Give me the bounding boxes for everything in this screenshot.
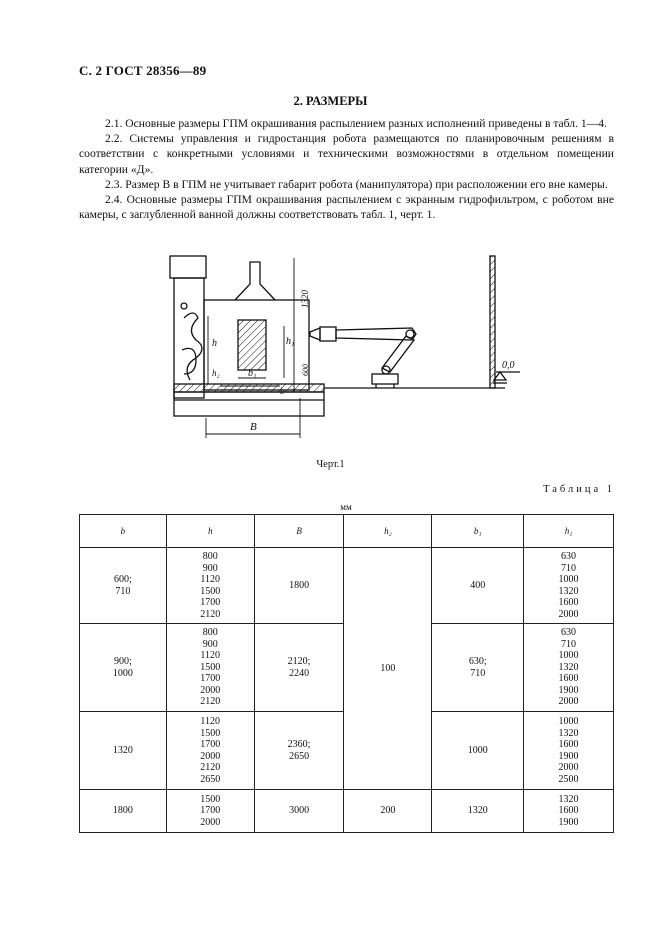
body-text	[79, 116, 614, 222]
header-b: b	[80, 515, 167, 548]
cell-b1: 1000	[432, 712, 524, 790]
cell-b: 1800	[80, 790, 167, 833]
cell-b: 1320	[80, 712, 167, 790]
header-h1: h₁	[524, 515, 614, 548]
cell-h1: 630 710 1000 1320 1600 1900 2000	[524, 624, 614, 712]
cell-h: 1500 1700 2000	[166, 790, 254, 833]
cell-h: 800 900 1120 1500 1700 2120	[166, 548, 254, 624]
cell-h2-merged: 100	[344, 548, 432, 790]
base-bath	[174, 384, 324, 416]
label-level: 0,0	[502, 360, 515, 371]
table-header-row	[80, 515, 614, 548]
paragraph-2-1: 2.1. Основные размеры ГПМ окрашивания распылением разных исполнений приведены в табл. 1—4.	[105, 117, 607, 130]
paragraph-2-2: 2.2. Системы управления и гидростанция робота размещаются по планировочным решениям в соответствии с конкретными условиями и техническими возможностями в отдельном помещении категории «Д».	[79, 132, 614, 176]
cell-h1: 1000 1320 1600 1900 2000 2500	[524, 712, 614, 790]
cell-b1: 630; 710	[432, 624, 524, 712]
cell-h1: 630 710 1000 1320 1600 2000	[524, 548, 614, 624]
floor-and-wall	[324, 256, 520, 388]
cell-h2: 200	[344, 790, 432, 833]
table-unit: мм	[340, 502, 352, 512]
cell-B: 2120; 2240	[254, 624, 344, 712]
page-header: С. 2 ГОСТ 28356—89	[79, 63, 207, 78]
cell-b: 900; 1000	[80, 624, 167, 712]
label-1320: 1320	[300, 290, 310, 308]
header-b1: b₁	[432, 515, 524, 548]
header-B: B	[254, 515, 344, 548]
table-caption: Таблица 1	[543, 484, 615, 495]
paragraph-2-4: 2.4. Основные размеры ГПМ окрашивания распылением с экранным гидрофильтром, с роботом вне камеры, с заглубленной ванной должны соответствовать табл. 1, черт. 1.	[79, 193, 614, 222]
cell-h: 800 900 1120 1500 1700 2000 2120	[166, 624, 254, 712]
section-title: 2. РАЗМЕРЫ	[293, 94, 368, 108]
dimensions-table	[79, 514, 614, 833]
label-b: b	[280, 386, 285, 396]
header-h2: h₂	[344, 515, 432, 548]
label-h1: h₁	[286, 336, 295, 347]
booth-outline	[170, 256, 309, 398]
cell-h: 1120 1500 1700 2000 2120 2650	[166, 712, 254, 790]
cell-B: 2360; 2650	[254, 712, 344, 790]
table-row	[80, 790, 614, 833]
label-h: h	[212, 338, 217, 349]
label-b1: b₁	[248, 368, 257, 379]
cell-b: 600; 710	[80, 548, 167, 624]
label-600: 600	[301, 364, 310, 376]
drawing-figure-1	[160, 248, 520, 448]
cell-B: 3000	[254, 790, 344, 833]
header-h: h	[166, 515, 254, 548]
cell-h1: 1320 1600 1900	[524, 790, 614, 833]
label-h2: h₂	[212, 368, 220, 378]
robot-manipulator	[310, 327, 416, 388]
table-row	[80, 548, 614, 624]
cell-b1: 1320	[432, 790, 524, 833]
cell-b1: 400	[432, 548, 524, 624]
cell-B: 1800	[254, 548, 344, 624]
figure-caption: Черт.1	[316, 459, 345, 470]
label-B: B	[250, 421, 257, 433]
paragraph-2-3: 2.3. Размер B в ГПМ не учитывает габарит робота (манипулятора) при расположении его вне камеры.	[105, 177, 608, 191]
